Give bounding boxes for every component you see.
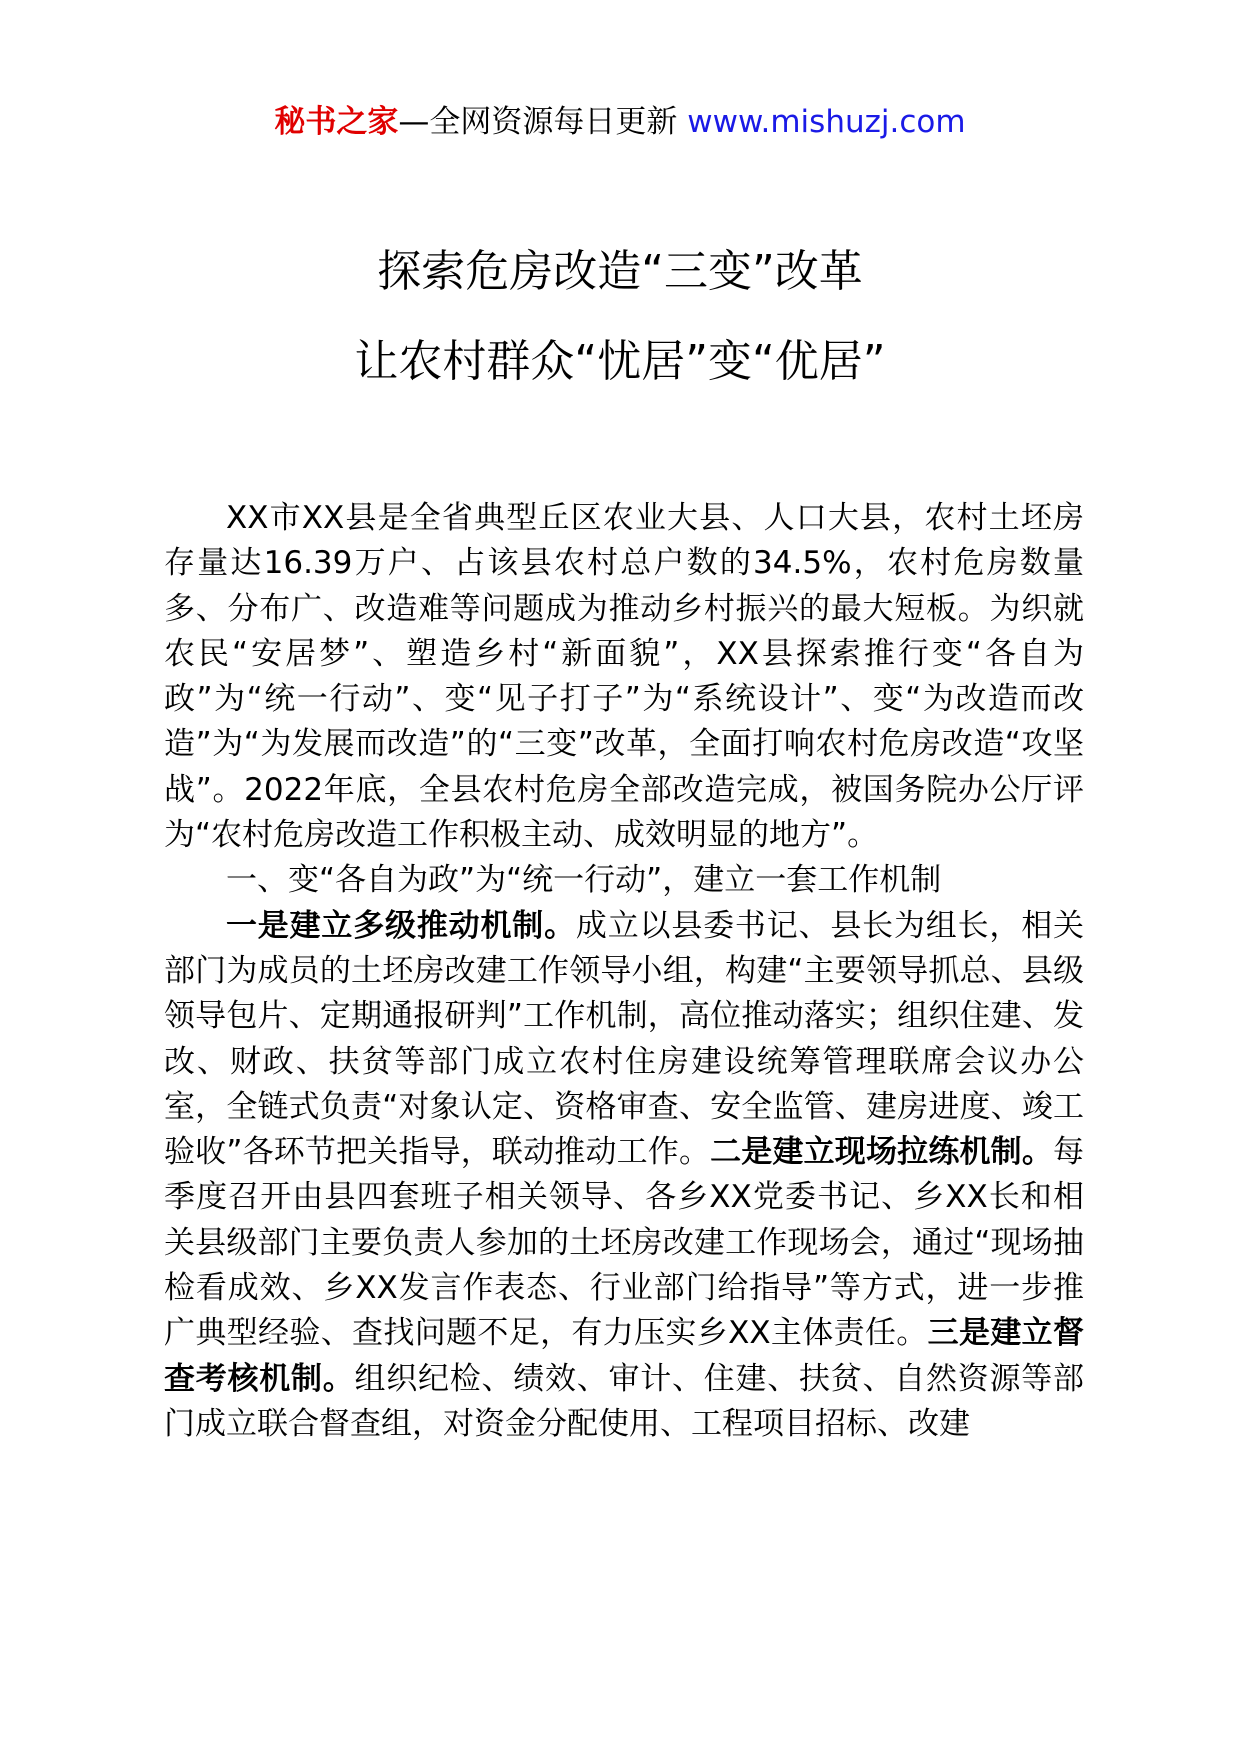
point-1-text: 成立以县委书记、县长为组长，相关部门为成员的土坯房改建工作领导小组，构建“主要领导抓总、县级领导包片、定期通报研判”工作机制，高位推动落实；组织住建、发改、财政、扶贫等部门成立农村住房建设统筹管理联席会议办公室，全链式负责“对象认定、资格审查、安全监管、建房进度、竣工验收”各环节把关指导，联动推动工作。: [164, 907, 1085, 1171]
point-1-heading: 一是建立多级推动机制。: [226, 907, 576, 944]
document-body: [164, 496, 1084, 1447]
header-tagline: —全网资源每日更新: [398, 104, 678, 140]
point-3-text: 组织纪检、绩效、审计、住建、扶贫、自然资源等部门成立联合督查组，对资金分配使用、工程项目招标、改建: [164, 1360, 1084, 1442]
intro-paragraph: XX市XX县是全省典型丘区农业大县、人口大县，农村土坯房存量达16.39万户、占该县农村总户数的34.5%，农村危房数量多、分布广、改造难等问题成为推动乡村振兴的最大短板。为织就农民“安居梦”、塑造乡村“新面貌”，XX县探索推行变“各自为政”为“统一行动”、变“见子打子”为“系统设计”、变“为改造而改造”为“为发展而改造”的“三变”改革，全面打响农村危房改造“攻坚战”。2022年底，全县农村危房全部改造完成，被国务院办公厅评为“农村危房改造工作积极主动、成效明显的地方”。: [164, 500, 1084, 854]
point-2-text: 每季度召开由县四套班子相关领导、各乡XX党委书记、乡XX长和相关县级部门主要负责人参加的土坯房改建工作现场会，通过“现场抽检看成效、乡XX发言作表态、行业部门给指导”等方式，进一步推广典型经验、查找问题不足，有力压实乡XX主体责任。: [164, 1134, 1084, 1352]
document-title-line-1: 探索危房改造“三变”改革: [377, 246, 863, 297]
point-2-heading: 二是建立现场拉练机制。: [710, 1134, 1053, 1171]
site-header: [0, 102, 1240, 142]
point-3-heading: 三是建立督查考核机制。: [164, 1315, 1084, 1397]
section-heading: 一、变“各自为政”为“统一行动”，建立一套工作机制: [226, 862, 942, 899]
document-title-line-2: 让农村群众“忧居”变“优居”: [354, 336, 886, 387]
site-url-link[interactable]: www.mishuzj.com: [687, 104, 966, 140]
brand-name: 秘书之家: [274, 104, 399, 140]
mechanism-paragraph: [164, 904, 1084, 1448]
